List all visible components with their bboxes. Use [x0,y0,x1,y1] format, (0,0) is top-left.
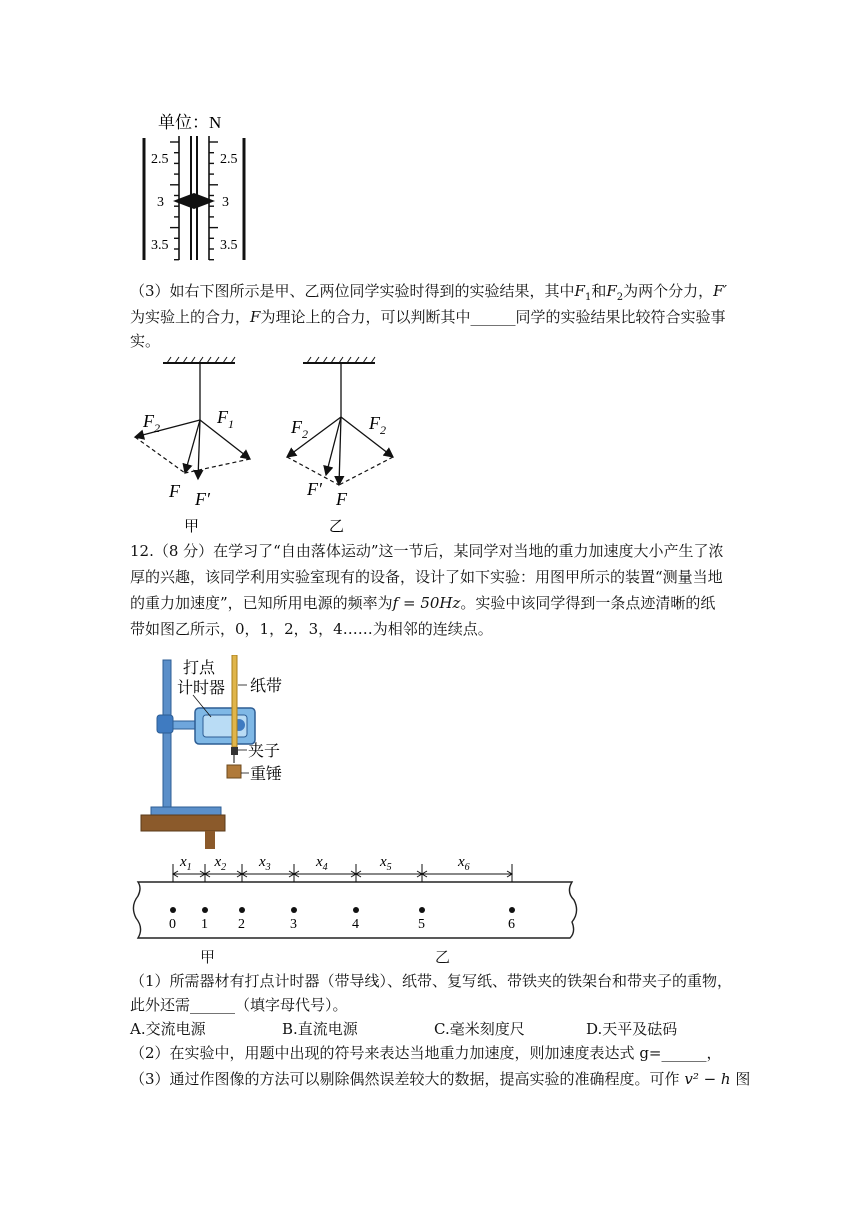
gauge-tick-label: 3.5 [220,238,238,253]
caption-jia: 甲 [200,948,216,966]
q12-line-4: 带如图乙所示，0，1，2，3，4……为相邻的连续点。 [130,620,493,638]
q12-2-text: （2）在实验中，用题中出现的符号来表达当地重力加速度，则加速度表达式 g=______， [130,1044,722,1062]
label-fprime: F′ [195,489,210,509]
gauge-tick-label: 3.5 [151,238,169,253]
tape-dot [353,907,359,913]
option-a: A.交流电源 [130,1020,206,1038]
gauge-unit-label: 单位：N [158,113,222,132]
timer-label-1: 打点 [183,660,216,677]
tape-dot [202,907,208,913]
tape-dot [170,907,176,913]
tape-segment-label: $x_3$ [259,854,271,873]
tape-dot [419,907,425,913]
tape-point-label: 2 [238,917,245,932]
tape-point-label: 6 [508,917,515,932]
gauge-tick-label: 3 [157,195,164,210]
force-diagrams [125,355,425,540]
v2-h-formula: v² − h [684,1070,731,1088]
label-fprime: F′ [307,479,322,499]
tape-dot [291,907,297,913]
tape-point-label: 1 [201,917,208,932]
q12-3-text: （3）通过作图像的方法可以剔除偶然误差较大的数据，提高实验的准确程度。可作 v² − h 图 [130,1070,751,1088]
gauge-tick-label: 2.5 [220,152,238,167]
q11-3-line-2: 为实验上的合力，F为理论上的合力，可以判断其中______同学的实验结果比较符合实验事 [130,308,726,326]
tape-dot [239,907,245,913]
q12-1-line-1: （1）所需器材有打点计时器（带导线）、纸带、复写纸、带铁夹的铁架台和带夹子的重物， [130,972,733,990]
q11-3-line-1: （3）如右下图所示是甲、乙两位同学实验时得到的实验结果，其中$F_1$和$F_2$为两个分力，F′ [130,282,727,303]
label-f2: $F_2$ [369,413,386,437]
tape-segment-label: $x_5$ [380,854,392,873]
spring-balance-gauge [130,108,260,263]
q12-1-line-2: 此外还需______（填字母代号）。 [130,996,348,1014]
option-b: B.直流电源 [282,1020,358,1038]
diagram-left [135,357,250,535]
q12-line-1: 12.（8 分）在学习了“自由落体运动”这一节后，某同学对当地的重力加速度大小产生了浓 [130,542,724,560]
apparatus-figure [135,655,305,850]
paper-tape-figure [130,848,580,944]
label-f: F [336,489,347,509]
option-c: C.毫米刻度尺 [434,1020,525,1038]
label-f2: $F_2$ [291,417,308,441]
tape-point-label: 4 [352,917,359,932]
q12-line-2: 厚的兴趣，该同学利用实验室现有的设备，设计了如下实验：用图甲所示的装置“测量当地 [130,568,723,586]
tape-segment-label: $x_2$ [214,854,227,873]
tape-point-label: 3 [290,917,297,932]
label-f2: $F_2$ [143,411,160,435]
gauge-tick-label: 2.5 [151,152,169,167]
label-f: F [169,481,180,501]
option-d: D.天平及砝码 [586,1020,678,1038]
q11-3-line-3: 实。 [130,332,161,350]
weight-label: 重锤 [250,766,283,783]
caption-yi: 乙 [329,519,345,535]
gauge-tick-label: 3 [222,195,229,210]
tape-segment-label: $x_1$ [180,854,192,873]
tape-point-label: 0 [169,917,176,932]
frequency-formula: f = 50Hz [392,594,461,612]
timer-label-2: 计时器 [177,680,226,697]
tape-segment-label: $x_4$ [316,854,328,873]
label-f1: $F_1$ [217,407,234,431]
tape-dot [509,907,515,913]
caption-jia: 甲 [184,519,200,535]
tape-point-label: 5 [418,917,425,932]
clip-label: 夹子 [248,743,281,760]
diagram-right [287,357,393,535]
q12-line-3: 的重力加速度”，已知所用电源的频率为f = 50Hz。实验中该同学得到一条点迹清晰的纸 [130,594,716,612]
tape-label: 纸带 [250,678,283,695]
caption-yi: 乙 [435,948,451,966]
tape-segment-label: $x_6$ [458,854,470,873]
